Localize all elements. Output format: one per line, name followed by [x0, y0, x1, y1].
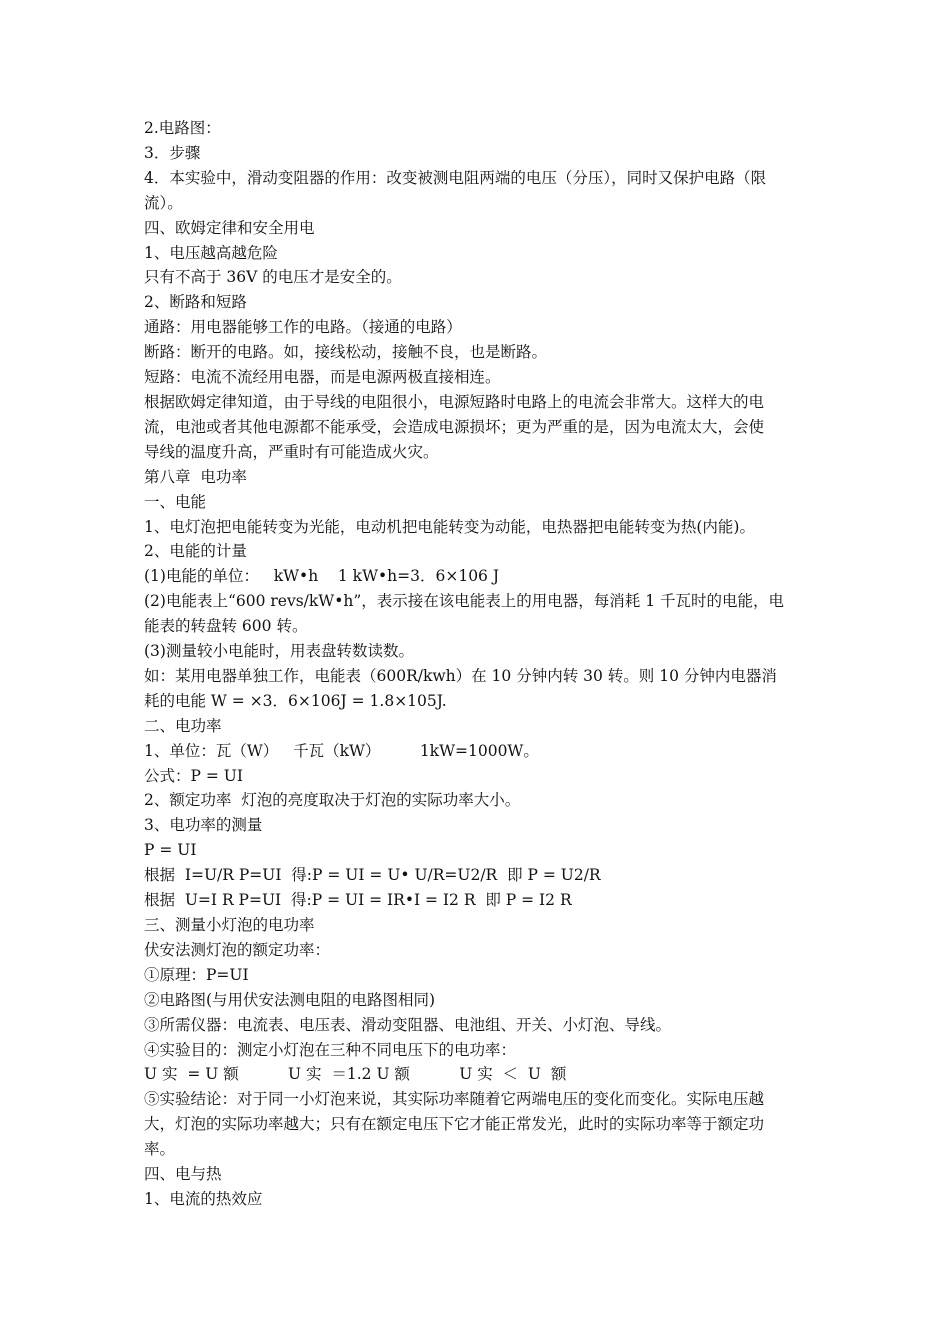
text-line: 断路：断开的电路。如，接线松动，接触不良，也是断路。: [144, 343, 548, 362]
text-line: 3．步骤: [144, 143, 201, 162]
text-line: 流）。: [144, 193, 183, 212]
text-line: 公式：P = UI: [144, 766, 243, 785]
text-line: 率。: [144, 1140, 176, 1159]
text-line: 伏安法测灯泡的额定功率：: [144, 940, 331, 959]
text-line: U 实 = U 额 U 实 ＝1.2 U 额 U 实 ＜ U 额: [144, 1065, 567, 1084]
text-line: 只有不高于 36V 的电压才是安全的。: [144, 268, 402, 287]
text-line: 4．本实验中，滑动变阻器的作用：改变被测电阻两端的电压（分压），同时又保护电路（限: [144, 168, 767, 187]
text-line: (2)电能表上“600 revs/kW•h”，表示接在该电能表上的用电器，每消耗 1 千瓦时的电能，电: [144, 592, 784, 611]
text-line: ④实验目的：测定小灯泡在三种不同电压下的电功率：: [144, 1040, 517, 1059]
document-page: [144, 116, 812, 1212]
text-line: ②电路图(与用伏安法测电阻的电路图相同): [144, 990, 436, 1009]
text-line: 导线的温度升高，严重时有可能造成火灾。: [144, 442, 439, 461]
text-line: 2、额定功率 灯泡的亮度取决于灯泡的实际功率大小。: [144, 791, 521, 810]
text-line: 大，灯泡的实际功率越大；只有在额定电压下它才能正常发光，此时的实际功率等于额定功: [144, 1115, 765, 1134]
text-line: 2、电能的计量: [144, 542, 247, 561]
text-line: 通路：用电器能够工作的电路。（接通的电路）: [144, 318, 462, 337]
text-line: 如：某用电器单独工作，电能表（600R/kwh）在 10 分钟内转 30 转。则 10 分钟内电器消: [144, 666, 777, 685]
text-line: 流，电池或者其他电源都不能承受，会造成电源损坏；更为严重的是，因为电流太大，会使: [144, 417, 765, 436]
text-line: 2.电路图：: [144, 119, 221, 137]
text-line: 2、断路和短路: [144, 293, 247, 312]
text-line: P = UI: [144, 841, 197, 860]
text-line: (1)电能的单位： kW•h 1 kW•h=3．6×106 J: [144, 567, 500, 586]
section-heading: 四、电与热: [144, 1165, 222, 1184]
text-line: 耗的电能 W = ×3．6×106J = 1.8×105J.: [144, 691, 447, 710]
section-heading: 二、电功率: [144, 716, 222, 735]
chapter-heading: 第八章 电功率: [144, 467, 247, 486]
section-heading: 一、电能: [144, 492, 207, 511]
section-heading: 三、测量小灯泡的电功率: [144, 916, 315, 934]
text-line: 1、电灯泡把电能转变为光能，电动机把电能转变为动能，电热器把电能转变为热(内能)。: [144, 517, 755, 536]
text-line: 根据欧姆定律知道，由于导线的电阻很小，电源短路时电路上的电流会非常大。这样大的电: [144, 392, 765, 411]
section-heading: 四、欧姆定律和安全用电: [144, 218, 315, 237]
text-line: 1、电压越高越危险: [144, 243, 278, 262]
text-line: 3、电功率的测量: [144, 816, 263, 835]
text-line: 根据 I=U/R P=UI 得:P = UI = U• U/R=U2/R 即 P = U2/R: [144, 866, 601, 885]
text-line: ①原理：P=UI: [144, 965, 249, 984]
text-line: 能表的转盘转 600 转。: [144, 617, 308, 636]
text-line: ⑤实验结论：对于同一小灯泡来说，其实际功率随着它两端电压的变化而变化。实际电压越: [144, 1090, 765, 1109]
text-line: ③所需仪器：电流表、电压表、滑动变阻器、电池组、开关、小灯泡、导线。: [144, 1015, 672, 1034]
text-line: 1、电流的热效应: [144, 1189, 263, 1208]
text-line: 根据 U=I R P=UI 得:P = UI = IR•I = I2 R 即 P = I2 R: [144, 891, 572, 910]
text-line: (3)测量较小电能时，用表盘转数读数。: [144, 642, 414, 661]
text-line: 1、单位：瓦（W） 千瓦（kW） 1kW=1000W。: [144, 741, 539, 760]
text-line: 短路：电流不流经用电器，而是电源两极直接相连。: [144, 368, 501, 387]
